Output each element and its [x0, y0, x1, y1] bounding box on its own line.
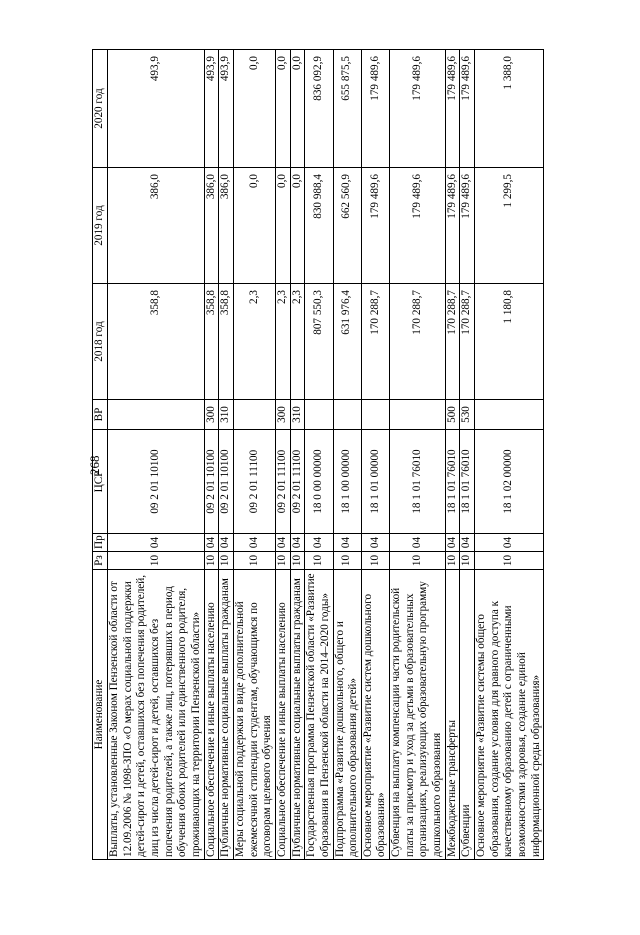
row-name: Публичные нормативные социальные выплаты гражданам	[290, 570, 305, 860]
row-vr	[108, 400, 205, 430]
row-csr: 09 2 01 11100	[290, 430, 305, 534]
row-pr: 04	[204, 534, 219, 552]
row-vr: 300	[275, 400, 290, 430]
row-name: Социальное обеспечение и иные выплаты населению	[275, 570, 290, 860]
row-2020: 836 092,9	[305, 50, 333, 168]
row-rz: 10	[333, 552, 361, 570]
row-name: Публичные нормативные социальные выплаты гражданам	[219, 570, 234, 860]
row-rz: 10	[290, 552, 305, 570]
row-name: Меры социальной поддержки в виде дополнительной ежемесячной стипендии студентам, обучающимся по договорам целевого обучения	[233, 570, 275, 860]
row-rz: 10	[275, 552, 290, 570]
row-name: Межбюджетные трансферты	[445, 570, 460, 860]
row-2018: 807 550,3	[305, 284, 333, 400]
row-2018: 1 180,8	[475, 284, 544, 400]
row-vr: 310	[290, 400, 305, 430]
row-rz: 10	[460, 552, 475, 570]
table-row	[290, 50, 305, 860]
row-vr	[390, 400, 446, 430]
row-2019: 830 988,4	[305, 168, 333, 284]
row-pr: 04	[361, 534, 389, 552]
row-2018: 358,8	[219, 284, 234, 400]
row-pr: 04	[275, 534, 290, 552]
row-vr	[475, 400, 544, 430]
row-rz: 10	[108, 552, 205, 570]
table-row	[108, 50, 205, 860]
row-2018: 170 288,7	[460, 284, 475, 400]
table-row	[475, 50, 544, 860]
table-row	[204, 50, 219, 860]
row-2019: 386,0	[204, 168, 219, 284]
row-2019: 1 299,5	[475, 168, 544, 284]
budget-table	[92, 49, 544, 860]
table-row	[361, 50, 389, 860]
row-name: Основное мероприятие «Развитие системы общего образования, создание условия для равного доступа к качественному образованию детей с ограниченными возможностями здоровья, создание единой информационной среды образования»	[475, 570, 544, 860]
row-vr	[233, 400, 275, 430]
row-2018: 358,8	[108, 284, 205, 400]
row-name: Подпрограмма «Развитие дошкольного, общего и дополнительного образования детей»	[333, 570, 361, 860]
row-csr: 18 1 01 76010	[390, 430, 446, 534]
header-vr: ВР	[93, 400, 108, 430]
row-2020: 179 489,6	[460, 50, 475, 168]
row-csr: 09 2 01 10100	[204, 430, 219, 534]
row-rz: 10	[475, 552, 544, 570]
row-2020: 0,0	[233, 50, 275, 168]
row-vr: 300	[204, 400, 219, 430]
row-vr	[361, 400, 389, 430]
table-row	[275, 50, 290, 860]
row-pr: 04	[475, 534, 544, 552]
table-row	[333, 50, 361, 860]
row-vr: 530	[460, 400, 475, 430]
row-2019: 662 560,9	[333, 168, 361, 284]
header-2020: 2020 год	[93, 50, 108, 168]
row-csr: 18 1 01 76010	[460, 430, 475, 534]
row-2020: 0,0	[275, 50, 290, 168]
row-2020: 493,9	[108, 50, 205, 168]
header-rz: Рз	[93, 552, 108, 570]
row-2019: 179 489,6	[460, 168, 475, 284]
row-pr: 04	[233, 534, 275, 552]
table-row	[305, 50, 333, 860]
table-row	[390, 50, 446, 860]
row-2020: 179 489,6	[445, 50, 460, 168]
row-2019: 386,0	[219, 168, 234, 284]
row-2020: 655 875,5	[333, 50, 361, 168]
row-pr: 04	[108, 534, 205, 552]
rotated-page-content	[92, 50, 617, 860]
row-name: Основное мероприятие «Развитие систем дошкольного образования»	[361, 570, 389, 860]
row-name: Социальное обеспечение и иные выплаты населению	[204, 570, 219, 860]
row-rz: 10	[219, 552, 234, 570]
row-2020: 1 388,0	[475, 50, 544, 168]
row-2018: 2,3	[233, 284, 275, 400]
row-2019: 386,0	[108, 168, 205, 284]
row-2019: 0,0	[233, 168, 275, 284]
row-csr: 18 1 02 00000	[475, 430, 544, 534]
row-pr: 04	[305, 534, 333, 552]
row-rz: 10	[233, 552, 275, 570]
row-rz: 10	[305, 552, 333, 570]
row-2018: 2,3	[275, 284, 290, 400]
row-name: Выплаты, установленные Законом Пензенской области от 12.09.2006 № 1098-ЗПО «О мерах социальной поддержки детей-сирот и детей, оставшихся без попечения родителей, лиц из числа детей-сирот и детей, оставшихся без попечения родителей, а также лиц, потерявших в период обучения обоих родителей или единственного родителя, проживающих на территории Пензенской области»	[108, 570, 205, 860]
row-pr: 04	[460, 534, 475, 552]
row-pr: 04	[390, 534, 446, 552]
header-name: Наименование	[93, 570, 108, 860]
row-2018: 631 976,4	[333, 284, 361, 400]
row-csr: 18 0 00 00000	[305, 430, 333, 534]
row-pr: 04	[333, 534, 361, 552]
header-csr: ЦСР	[93, 430, 108, 534]
row-2019: 0,0	[275, 168, 290, 284]
row-rz: 10	[204, 552, 219, 570]
header-2018: 2018 год	[93, 284, 108, 400]
row-2020: 0,0	[290, 50, 305, 168]
page-number: 268	[87, 455, 102, 475]
row-vr	[333, 400, 361, 430]
row-2020: 179 489,6	[390, 50, 446, 168]
row-csr: 09 2 01 10100	[108, 430, 205, 534]
row-2019: 179 489,6	[445, 168, 460, 284]
row-rz: 10	[445, 552, 460, 570]
row-csr: 09 2 01 10100	[219, 430, 234, 534]
row-csr: 18 1 01 00000	[361, 430, 389, 534]
row-2020: 493,9	[219, 50, 234, 168]
row-vr: 310	[219, 400, 234, 430]
row-rz: 10	[361, 552, 389, 570]
row-2018: 170 288,7	[390, 284, 446, 400]
table-row	[219, 50, 234, 860]
row-2018: 358,8	[204, 284, 219, 400]
row-name: Государственная программа Пензенской области «Развитие образования в Пензенской области на 2014–2020 годы»	[305, 570, 333, 860]
row-csr: 18 1 00 00000	[333, 430, 361, 534]
row-2018: 2,3	[290, 284, 305, 400]
row-2019: 179 489,6	[361, 168, 389, 284]
header-row	[93, 50, 108, 860]
table-row	[445, 50, 460, 860]
row-name: Субвенция на выплату компенсации части родительской платы за присмотр и уход за детьми в образовательных организациях, реализующих образовательную программу дошкольного образования	[390, 570, 446, 860]
row-pr: 04	[219, 534, 234, 552]
row-pr: 04	[290, 534, 305, 552]
row-rz: 10	[390, 552, 446, 570]
row-2020: 493,9	[204, 50, 219, 168]
row-csr: 09 2 01 11100	[233, 430, 275, 534]
row-pr: 04	[445, 534, 460, 552]
row-2020: 179 489,6	[361, 50, 389, 168]
row-2018: 170 288,7	[361, 284, 389, 400]
row-csr: 09 2 01 11100	[275, 430, 290, 534]
header-2019: 2019 год	[93, 168, 108, 284]
row-2019: 179 489,6	[390, 168, 446, 284]
header-pr: Пр	[93, 534, 108, 552]
row-csr: 18 1 01 76010	[445, 430, 460, 534]
row-name: Субвенции	[460, 570, 475, 860]
row-2018: 170 288,7	[445, 284, 460, 400]
row-vr	[305, 400, 333, 430]
row-2019: 0,0	[290, 168, 305, 284]
table-row	[460, 50, 475, 860]
table-row	[233, 50, 275, 860]
row-vr: 500	[445, 400, 460, 430]
